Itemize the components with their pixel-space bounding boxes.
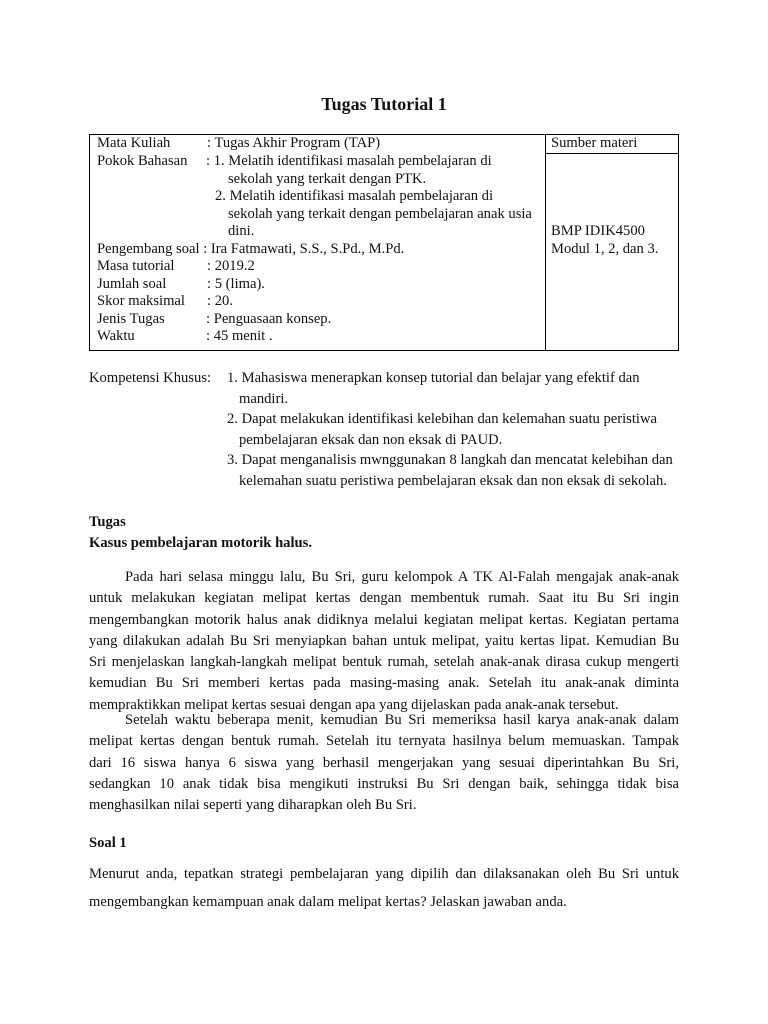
jenis-tugas-label: Jenis Tugas bbox=[97, 310, 165, 327]
tugas-heading: Tugas bbox=[89, 514, 126, 530]
kompetensi-label: Kompetensi Khusus: bbox=[89, 370, 212, 386]
kompetensi-line-2: mandiri. bbox=[239, 390, 289, 407]
paragraph-line: Menurut anda, tepatkan strategi pembelajaran yang dipilih dan dilaksanakan oleh Bu Sri untuk bbox=[89, 866, 679, 882]
mata-kuliah-value: : Tugas Akhir Program (TAP) bbox=[207, 135, 381, 151]
table-divider-horizontal bbox=[545, 153, 679, 154]
pokok-bahasan-label: Pokok Bahasan bbox=[97, 153, 188, 169]
pokok-bahasan-1b: sekolah yang terkait dengan PTK. bbox=[228, 170, 427, 187]
jumlah-soal-value: : 5 (lima). bbox=[207, 275, 265, 292]
sumber-materi-modul: Modul 1, 2, dan 3. bbox=[551, 240, 659, 257]
paragraph-line: sedangkan 10 anak tidak bisa mengikuti instruksi Bu Sri dengan baik, sehingga tidak bisa bbox=[89, 775, 679, 792]
soal-1-heading: Soal 1 bbox=[89, 835, 127, 851]
sumber-materi-header: Sumber materi bbox=[551, 135, 638, 151]
soal-1-question bbox=[89, 860, 679, 916]
skor-maksimal-value: : 20. bbox=[207, 293, 233, 309]
paragraph-line: Pada hari selasa minggu lalu, Bu Sri, guru kelompok A TK Al-Falah mengajak anak-anak bbox=[125, 569, 679, 585]
paragraph-line: melipat kertas dengan bentuk rumah. Setelah itu ternyata hasilnya belum memuaskan. Tampak bbox=[89, 733, 679, 750]
pokok-bahasan-2c: dini. bbox=[228, 223, 255, 239]
paragraph-line: mengembangkan kemampuan anak dalam melipat kertas? Jelaskan jawaban anda. bbox=[89, 894, 567, 910]
paragraph-line: kemudian Bu Sri memberi kertas pada masing-masing anak. Setelah itu anak-anak diminta bbox=[89, 675, 679, 692]
case-paragraph-1 bbox=[89, 567, 679, 716]
case-paragraph-2 bbox=[89, 710, 679, 816]
kompetensi-line-4: pembelajaran eksak dan non eksak di PAUD. bbox=[239, 431, 503, 448]
kompetensi-line-1: 1. Mahasiswa menerapkan konsep tutorial dan belajar yang efektif dan bbox=[227, 370, 640, 386]
paragraph-line: menghasilkan nilai seperti yang diharapkan oleh Bu Sri. bbox=[89, 797, 417, 814]
kompetensi-line-5: 3. Dapat menganalisis mwnggunakan 8 langkah dan mencatat kelebihan dan bbox=[227, 452, 673, 468]
pokok-bahasan-2a: 2. Melatih identifikasi masalah pembelajaran di bbox=[215, 188, 494, 204]
jenis-tugas-value: : Penguasaan konsep. bbox=[206, 310, 332, 327]
table-divider-vertical bbox=[545, 135, 546, 350]
paragraph-line: Sri menjelaskan langkah-langkah melipat bentuk rumah, setelah anak-anak dirasa cukup mengerti bbox=[89, 654, 679, 671]
kompetensi-line-6: kelemahan suatu peristiwa pembelajaran eksak dan non eksak di sekolah. bbox=[239, 472, 667, 489]
mata-kuliah-label: Mata Kuliah bbox=[97, 135, 171, 151]
tugas-subheading: Kasus pembelajaran motorik halus. bbox=[89, 535, 312, 551]
page-title: Tugas Tutorial 1 bbox=[321, 94, 447, 114]
jumlah-soal-label: Jumlah soal bbox=[97, 275, 167, 292]
kompetensi-line-3: 2. Dapat melakukan identifikasi kelebihan dan kelemahan suatu peristiwa bbox=[227, 411, 657, 427]
pokok-bahasan-1a: : 1. Melatih identifikasi masalah pembelajaran di bbox=[206, 153, 492, 169]
skor-maksimal-label: Skor maksimal bbox=[97, 293, 185, 309]
waktu-value: : 45 menit . bbox=[206, 328, 273, 344]
paragraph-line: Setelah waktu beberapa menit, kemudian Bu Sri memeriksa hasil karya anak-anak dalam bbox=[125, 712, 679, 728]
paragraph-line: mengembangkan motorik halus anak didiknya melalui kegiatan melipat kertas. Kegiatan pertama bbox=[89, 611, 679, 628]
sumber-materi-bmp: BMP IDIK4500 bbox=[551, 223, 645, 239]
pengembang-soal: Pengembang soal : Ira Fatmawati, S.S., S.Pd., M.Pd. bbox=[97, 240, 405, 257]
masa-tutorial-label: Masa tutorial bbox=[97, 258, 175, 274]
info-table bbox=[89, 134, 679, 351]
waktu-label: Waktu bbox=[97, 328, 135, 344]
paragraph-line: dari 16 siswa hanya 6 siswa yang berhasil mengerjakan yang sesuai diperintahkan Bu Sri, bbox=[89, 754, 679, 771]
pokok-bahasan-2b: sekolah yang terkait dengan pembelajaran anak usia bbox=[228, 205, 532, 222]
masa-tutorial-value: : 2019.2 bbox=[207, 258, 255, 274]
paragraph-line: yang dilakukan adalah Bu Sri menyiapkan bahan untuk melipat, yaitu kertas lipat. Kemudian Bu bbox=[89, 632, 679, 649]
paragraph-line: untuk melakukan kegiatan melipat kertas dengan membentuk rumah. Saat itu Bu Sri ingin bbox=[89, 590, 679, 607]
paragraph-line: mempraktikkan melipat kertas sesuai dengan apa yang dijelaskan pada anak-anak tersebut. bbox=[89, 696, 619, 713]
